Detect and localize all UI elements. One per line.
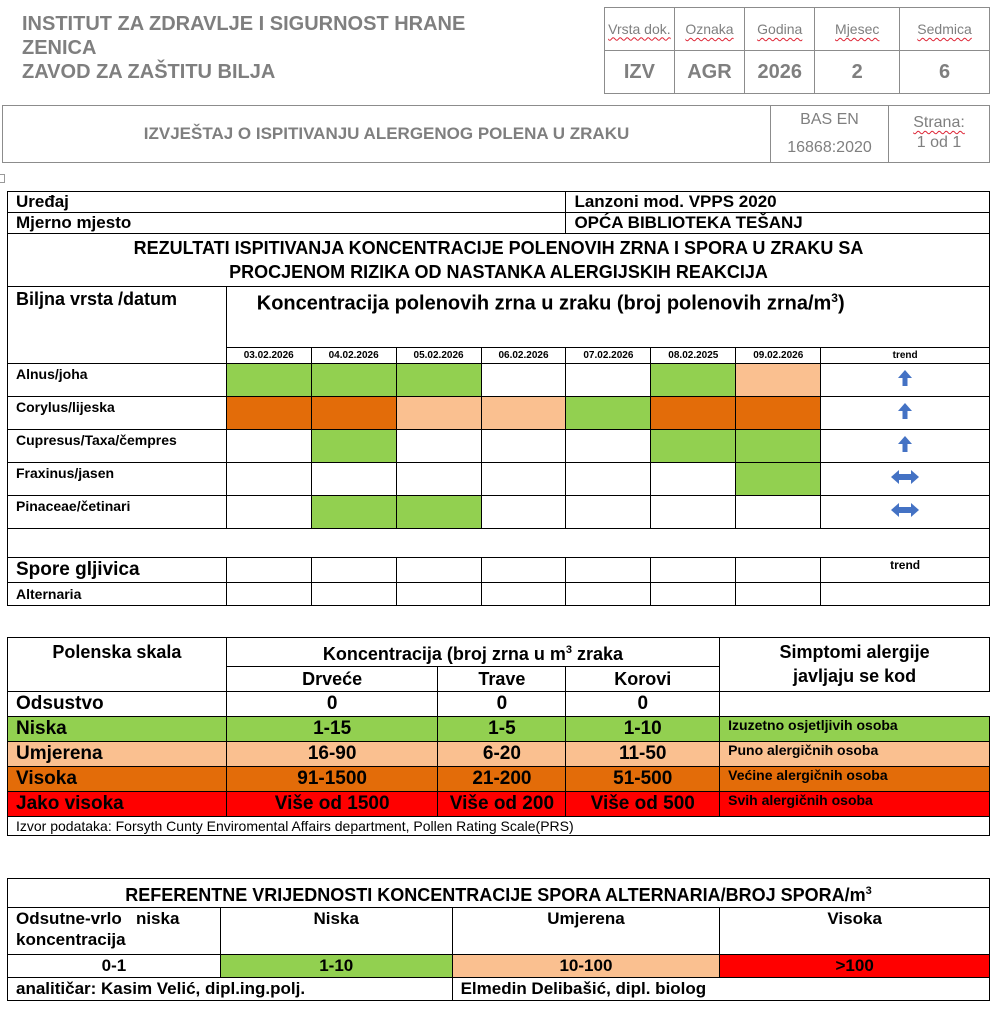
standard-line-1: BAS EN [800,111,859,128]
report-title: IZVJEŠTAJ O ISPITIVANJU ALERGENOG POLENA U ZRAKU [3,106,771,162]
scale-row [8,767,990,792]
conc-header-end: zraka [572,644,624,664]
level-cell-empty [566,463,651,496]
date-header: 05.02.2026 [396,348,481,364]
level-cell-empty [566,496,651,529]
scale-grasses: 6-20 [438,742,566,767]
reference-title-sup: 3 [865,885,872,897]
scale-weeds: 51-500 [566,767,720,792]
spores-trend-header: trend [821,558,990,583]
date-header: 07.02.2026 [566,348,651,364]
trend-cell [821,496,990,529]
level-cell-umjerena [481,397,566,430]
level-cell-empty [481,430,566,463]
standard-reference [771,106,889,162]
plant-name: Fraxinus/jasen [8,463,227,496]
spore-name: Alternaria [8,583,227,606]
scale-trees: 1-15 [226,717,438,742]
trend-cell [821,364,990,397]
scale-grasses: 21-200 [438,767,566,792]
plant-name: Corylus/lijeska [8,397,227,430]
col-trees: Drveće [226,667,438,692]
org-line-2: ZENICA [22,37,97,59]
level-cell-empty [481,463,566,496]
spore-cell [311,583,396,606]
meta-value-month: 2 [815,51,900,94]
analyst-signature: analitičar: Kasim Velić, dipl.ing.polj. [8,978,453,1001]
date-header: 06.02.2026 [481,348,566,364]
ref-header-low: Niska [220,908,452,955]
results-title [8,234,990,287]
level-cell-empty [226,463,311,496]
level-cell-niska [651,430,736,463]
scale-trees: 0 [226,692,438,717]
date-header: 04.02.2026 [311,348,396,364]
concentration-header [226,287,989,348]
scale-weeds: 0 [566,692,720,717]
conc-header-sup: 3 [565,644,573,656]
scale-trees: 16-90 [226,742,438,767]
ref-header-absent: Odsutne-vrlo niska koncentracija [8,908,221,955]
date-header: 09.02.2026 [736,348,821,364]
location-label: Mjerno mjesto [8,213,566,234]
scale-level: Jako visoka [8,792,227,817]
results-title-line-2: PROCJENOM RIZIKA OD NASTANKA ALERGIJSKIH REAKCIJA [229,262,768,282]
conc-header [226,638,719,667]
ref-header-high: Visoka [720,908,990,955]
col-weeds: Korovi [566,667,720,692]
trend-cell [821,463,990,496]
location-value: OPĆA BIBLIOTEKA TEŠANJ [566,213,990,234]
date-header: 08.02.2025 [651,348,736,364]
level-cell-visoka [651,397,736,430]
level-cell-umjerena [736,364,821,397]
scale-weeds: 11-50 [566,742,720,767]
trend-cell [821,430,990,463]
scale-trees: Više od 1500 [226,792,438,817]
scale-level: Visoka [8,767,227,792]
scale-grasses: Više od 200 [438,792,566,817]
scale-grasses: 0 [438,692,566,717]
spore-row [8,583,990,606]
spore-cell [736,558,821,583]
meta-label-year: Godina [745,8,815,51]
meta-value-type: IZV [605,51,675,94]
scale-level: Niska [8,717,227,742]
table-move-handle[interactable] [0,174,5,183]
level-cell-empty [651,496,736,529]
level-cell-visoka [311,397,396,430]
scale-row [8,717,990,742]
reference-title [8,879,990,908]
spore-cell [226,558,311,583]
level-cell-empty [566,430,651,463]
meta-label-type: Vrsta dok. [605,8,675,51]
ref-header-moderate: Umjerena [452,908,720,955]
scale-level: Umjerena [8,742,227,767]
device-label: Uređaj [8,192,566,213]
organization-name [22,12,465,84]
trend-up-arrow-icon [897,374,913,391]
spore-cell [396,558,481,583]
level-cell-umjerena [396,397,481,430]
org-line-3: ZAVOD ZA ZAŠTITU BILJA [22,61,276,83]
page-value: 1 od 1 [916,134,962,151]
spore-cell [481,558,566,583]
plant-row [8,430,990,463]
spore-cell [396,583,481,606]
plant-name: Pinaceae/četinari [8,496,227,529]
scale-symptoms: Većine alergičnih osoba [720,767,990,792]
scale-header: Polenska skala [8,638,227,692]
concentration-header-sup: 3 [831,291,838,305]
org-line-1: INSTITUT ZA ZDRAVLJE I SIGURNOST HRANE [22,13,466,35]
trend-left-right-arrow-icon [890,472,920,489]
level-cell-niska [311,496,396,529]
spore-cell [311,558,396,583]
trend-header: trend [821,348,990,364]
level-cell-niska [311,430,396,463]
spacer-row [8,529,990,558]
meta-value-week: 6 [900,51,990,94]
spore-cell [651,558,736,583]
level-cell-empty [396,463,481,496]
symptoms-header: Simptomi alergije javljaju se kod [720,638,990,692]
level-cell-niska [396,496,481,529]
results-title-line-1: REZULTATI ISPITIVANJA KONCENTRACIJE POLENOVIH ZRNA I SPORA U ZRAKU SA [133,238,864,258]
level-cell-niska [651,364,736,397]
level-cell-visoka [226,397,311,430]
scale-weeds: Više od 500 [566,792,720,817]
report-title-box [2,105,990,163]
level-cell-empty [651,463,736,496]
scale-level: Odsustvo [8,692,227,717]
level-cell-empty [311,463,396,496]
level-cell-niska [226,364,311,397]
level-cell-niska [396,364,481,397]
page-label: Strana: [913,114,965,131]
data-source: Izvor podataka: Forsyth Cunty Enviromental Affairs department, Pollen Rating Scale(PRS) [8,817,990,836]
date-header: 03.02.2026 [226,348,311,364]
trend-cell [821,397,990,430]
ref-value-high: >100 [720,955,990,978]
level-cell-niska [736,430,821,463]
biologist-signature: Elmedin Delibašić, dipl. biolog [452,978,989,1001]
level-cell-empty [396,430,481,463]
ref-value-moderate: 10-100 [452,955,720,978]
scale-symptoms: Izuzetno osjetljivih osoba [720,717,990,742]
trend-up-arrow-icon [897,440,913,457]
alternaria-reference-table [7,878,990,1001]
level-cell-niska [736,463,821,496]
spore-cell [226,583,311,606]
plant-row [8,463,990,496]
concentration-header-end: ) [837,292,845,315]
reference-title-text: REFERENTNE VRIJEDNOSTI KONCENTRACIJE SPORA ALTERNARIA/BROJ SPORA/m [125,885,866,905]
plant-name: Cupresus/Taxa/čempres [8,430,227,463]
plant-row [8,496,990,529]
level-cell-empty [481,496,566,529]
pollen-scale-table [7,637,990,836]
trend-left-right-arrow-icon [890,505,920,522]
spore-cell [566,558,651,583]
level-cell-empty [481,364,566,397]
level-cell-empty [226,496,311,529]
concentration-header-text: Koncentracija polenovih zrna u zraku (broj polenovih zrna/m [256,292,832,315]
col-grasses: Trave [438,667,566,692]
level-cell-niska [311,364,396,397]
meta-value-year: 2026 [745,51,815,94]
scale-symptoms: Puno alergičnih osoba [720,742,990,767]
spore-cell [481,583,566,606]
meta-label-month: Mjesec [815,8,900,51]
spore-cell [736,583,821,606]
level-cell-visoka [736,397,821,430]
spore-cell [821,583,990,606]
spore-cell [651,583,736,606]
pollen-results-table [7,191,990,606]
document-meta-table [604,7,990,94]
level-cell-empty [566,364,651,397]
plant-row [8,397,990,430]
level-cell-empty [226,430,311,463]
standard-line-2: 16868:2020 [787,139,872,156]
ref-value-absent: 0-1 [8,955,221,978]
scale-grasses: 1-5 [438,717,566,742]
page-number [889,106,989,162]
scale-row [8,692,990,717]
scale-row [8,742,990,767]
spores-header: Spore gljivica [8,558,227,583]
scale-weeds: 1-10 [566,717,720,742]
meta-label-code: Oznaka [674,8,744,51]
level-cell-empty [736,496,821,529]
species-header: Biljna vrsta /datum [8,287,227,364]
plant-row [8,364,990,397]
meta-value-code: AGR [674,51,744,94]
scale-trees: 91-1500 [226,767,438,792]
scale-row [8,792,990,817]
conc-header-text: Koncentracija (broj zrna u m [322,644,566,664]
ref-value-low: 1-10 [220,955,452,978]
device-value: Lanzoni mod. VPPS 2020 [566,192,990,213]
trend-up-arrow-icon [897,407,913,424]
scale-symptoms: Svih alergičnih osoba [720,792,990,817]
level-cell-niska [566,397,651,430]
plant-name: Alnus/joha [8,364,227,397]
spore-cell [566,583,651,606]
meta-label-week: Sedmica [900,8,990,51]
